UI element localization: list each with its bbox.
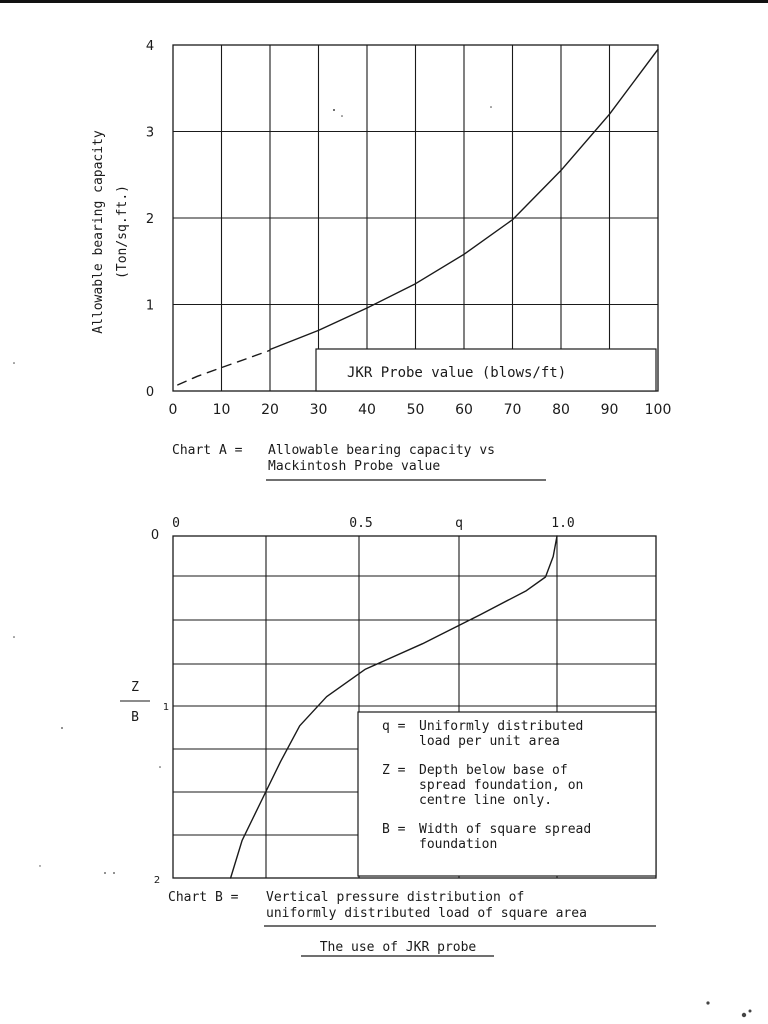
- footer-title: The use of JKR probe: [319, 940, 477, 955]
- chart-a-series-dashed-line: [178, 350, 270, 385]
- chart-a-x-tick-labels: [169, 402, 672, 418]
- chart-a-x-tick-label-30: 30: [309, 402, 328, 418]
- chart-a-y-tick-label-4: 4: [145, 39, 155, 54]
- chart-b-caption-line1: Vertical pressure distribution of: [266, 890, 525, 905]
- chart-a-x-tick-label-70: 70: [503, 402, 522, 418]
- chart-a-x-tick-label-90: 90: [600, 402, 619, 418]
- chart-a-y-tick-label-3: 3: [145, 125, 155, 141]
- chart-b-caption-prefix: Chart B =: [168, 890, 239, 905]
- chart-b-legend-text-0-0: Uniformly distributed: [419, 719, 584, 734]
- chart-b-y-axis-title-z: Z: [131, 680, 139, 695]
- chart-b-y-tick-label-1: 1: [162, 702, 170, 713]
- chart-a-x-tick-label-50: 50: [406, 402, 425, 418]
- chart-b-legend-symbol-1: Z =: [382, 763, 406, 778]
- chart-b-y-tick-label-2: 2: [153, 875, 161, 886]
- chart-a-x-tick-label-60: 60: [455, 402, 473, 418]
- chart-a-series: [178, 49, 658, 385]
- chart-a-x-tick-label-80: 80: [552, 402, 570, 418]
- chart-a-caption-line1: Allowable bearing capacity vs: [268, 443, 495, 458]
- chart-a-ylabel-units: (Ton/sq.ft.): [115, 185, 130, 279]
- chart-a-y-tick-label-2: 2: [145, 212, 155, 227]
- chart-a-y-tick-label-1: 1: [145, 298, 155, 314]
- chart-b-legend-symbol-2: B =: [382, 822, 406, 837]
- chart-b-y-axis-title-b: B: [131, 710, 139, 725]
- chart-a-x-tick-label-20: 20: [261, 402, 279, 418]
- chart-b-x-tick-label-1.0: 1.0: [551, 516, 575, 531]
- chart-a: [91, 39, 671, 480]
- chart-a-ylabel: Allowable bearing capacity: [91, 130, 106, 334]
- chart-a-grid: [173, 45, 658, 391]
- chart-a-x-tick-label-40: 40: [358, 402, 376, 418]
- chart-b-legend-text-1-1: spread foundation, on: [419, 778, 584, 793]
- chart-b-legend-text-1-0: Depth below base of: [419, 763, 568, 778]
- chart-a-y-tick-labels: [146, 39, 154, 400]
- chart-a-x-tick-label-10: 10: [212, 402, 231, 418]
- chart-b-legend-text-0-1: load per unit area: [419, 734, 560, 749]
- chart-b-caption-line2: uniformly distributed load of square area: [266, 906, 587, 921]
- chart-a-x-tick-label-0: 0: [168, 402, 178, 418]
- chart-a-x-tick-label-100: 100: [644, 402, 672, 418]
- chart-b-x-tick-label-0.5: 0.5: [349, 516, 373, 531]
- chart-a-caption-prefix: Chart A =: [172, 443, 243, 458]
- chart-b-legend-text-2-0: Width of square spread: [419, 822, 592, 837]
- chart-b: [120, 516, 656, 926]
- chart-a-xlabel: JKR Probe value (blows/ft): [347, 365, 567, 381]
- chart-b-x-axis-title: q: [455, 516, 463, 531]
- chart-b-y-tick-label-0: 0: [150, 528, 160, 543]
- chart-b-legend-text-2-1: foundation: [419, 837, 498, 852]
- chart-b-x-tick-label-0: 0: [172, 516, 180, 531]
- chart-b-legend-text-1-2: centre line only.: [419, 793, 553, 808]
- chart-a-y-tick-label-0: 0: [145, 385, 155, 400]
- chart-a-caption-line2: Mackintosh Probe value: [268, 459, 441, 474]
- chart-b-legend-symbol-0: q =: [382, 719, 406, 734]
